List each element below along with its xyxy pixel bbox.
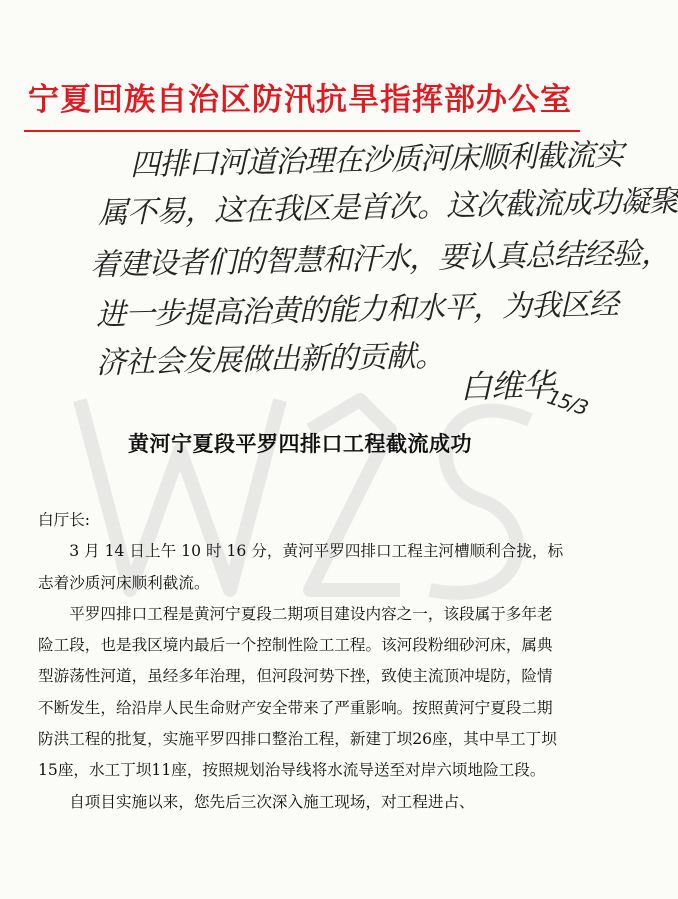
document-title: 黄河宁夏段平罗四排口工程截流成功 [128,431,472,456]
body-paragraph: 3 月 14 日上午 10 时 16 分，黄河平罗四排口工程主河槽顺利合拢，标志着沙质河床顺利截流。 [38,542,564,592]
handwritten-line: 济社会发展做出新的贡献。 [95,338,445,381]
handwritten-date: 15/3 [544,384,591,421]
salutation: 白厅长: [38,511,91,529]
body-paragraph: 自项目实施以来，您先后三次深入施工现场，对工程进占、 [69,792,475,811]
handwritten-line: 着建设者们的智慧和汗水，要认真总结经验， [89,235,671,283]
handwritten-line: 属不易，这在我区是首次。这次截流成功凝聚 [97,183,678,231]
handwritten-signature: 白维华 [459,366,554,406]
body-paragraph: 平罗四排口工程是黄河宁夏段二期项目建设内容之一，该段属于多年老险工段，也是我区境内最后一个控制性险工工程。该河段粉细砂河床，属典型游荡性河道，虽经多年治理，但河段河势下挫，致使主流顶冲堤防，险情不断发生，给沿岸人民生命财产安全带来了严重影响。按照黄河宁夏段二期防洪工程的批复，实施平罗四排口整治工程，新建丁坝26座，其中旱工丁坝15座，水工丁坝11座，按照规划治导线将水流导送至对岸六顷地险工段。 [38,604,557,780]
document-body [38,505,568,818]
handwritten-line: 进一步提高治黄的能力和水平，为我区经 [95,287,619,333]
letterhead-title: 宁夏回族自治区防汛抗旱指挥部办公室 [28,82,572,118]
handwritten-annotation [60,137,678,440]
handwritten-line: 四排口河道治理在沙质河床顺利截流实 [129,137,624,183]
